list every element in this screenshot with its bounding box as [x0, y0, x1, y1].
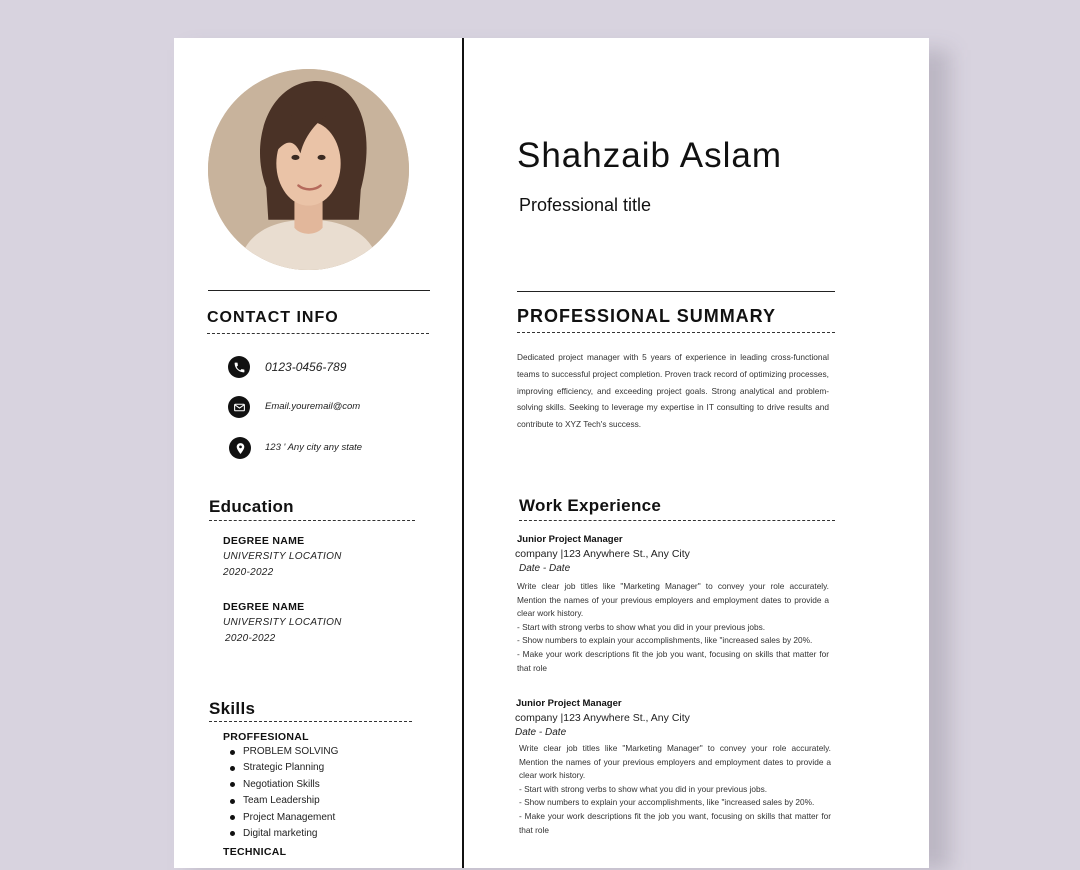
job-title-2: Junior Project Manager — [516, 698, 622, 709]
skills-technical-label: TECHNICAL — [223, 846, 287, 858]
job-description-line: - Show numbers to explain your accomplishments, like "increased sales by 20%. — [517, 635, 813, 646]
skill-item: Project Management — [230, 810, 338, 826]
education-heading-rule — [209, 520, 415, 521]
job-description-line: - Start with strong verbs to show what you did in your previous jobs. — [519, 783, 768, 794]
job-description-line: - Show numbers to explain your accomplishments, like "increased sales by 20%. — [519, 797, 815, 808]
contact-phone: 0123-0456-789 — [265, 360, 347, 374]
skill-item: Negotiation Skills — [230, 777, 338, 793]
profile-photo — [208, 69, 409, 270]
education-location-1: UNIVERSITY LOCATION — [223, 551, 342, 562]
contact-address: 123 ' Any city any state — [265, 442, 363, 453]
contact-heading: CONTACT INFO — [207, 309, 339, 326]
education-years-2: 2020-2022 — [225, 633, 276, 644]
professional-title: Professional title — [519, 195, 652, 215]
work-heading-rule — [519, 520, 835, 521]
skill-item: Team Leadership — [230, 793, 338, 809]
job-title-1: Junior Project Manager — [517, 534, 623, 545]
phone-icon — [228, 356, 250, 378]
job-description-line: - Make your work descriptions fit the job you want, focusing on skills that matter for that role — [517, 648, 829, 673]
contact-top-rule — [208, 290, 430, 291]
education-years-1: 2020-2022 — [223, 567, 274, 578]
contact-heading-rule — [207, 333, 429, 334]
skills-heading-rule — [209, 721, 412, 722]
skill-item: Strategic Planning — [230, 760, 338, 776]
portrait-photo-icon — [208, 69, 409, 270]
job-company-2: company |123 Anywhere St., Any City — [515, 712, 690, 724]
skill-item: Digital marketing — [230, 826, 338, 842]
summary-heading-rule — [517, 332, 835, 333]
job-description-line: Write clear job titles like "Marketing Manager" to convey your role accurately. Mention the names of your previous employers and employment dates to provide a clear work history. — [519, 743, 831, 781]
job-description-1 — [517, 580, 829, 675]
summary-heading: PROFESSIONAL SUMMARY — [517, 306, 777, 326]
job-dates-1: Date - Date — [519, 563, 571, 574]
job-description-2 — [519, 742, 831, 837]
summary-text: Dedicated project manager with 5 years of experience in leading cross-functional teams to successful project completion. Proven track record of optimizing processes, improving efficiency, and exceeding project goals. Strong analytical and problem-solving skills. Seeking to leverage my expertise in IT consulting to drive results and contribute to XYZ Tech's success. — [517, 352, 829, 430]
column-divider — [462, 38, 464, 868]
education-degree-1: DEGREE NAME — [223, 535, 305, 547]
skills-heading: Skills — [209, 699, 256, 718]
skills-professional-label: PROFFESIONAL — [223, 731, 309, 743]
work-heading: Work Experience — [519, 496, 662, 515]
contact-email: Email.youremail@com — [265, 401, 361, 412]
education-heading: Education — [209, 497, 294, 516]
envelope-icon — [228, 396, 250, 418]
job-description-line: - Make your work descriptions fit the job you want, focusing on skills that matter for that role — [519, 810, 831, 835]
education-degree-2: DEGREE NAME — [223, 601, 305, 613]
job-dates-2: Date - Date — [515, 727, 567, 738]
job-company-1: company |123 Anywhere St., Any City — [515, 548, 690, 560]
resume-sheet — [174, 38, 929, 868]
skill-item: PROBLEM SOLVING — [230, 744, 338, 760]
candidate-name: Shahzaib Aslam — [517, 136, 782, 175]
education-location-2: UNIVERSITY LOCATION — [223, 617, 342, 628]
location-pin-icon — [229, 437, 251, 459]
job-description-line: - Start with strong verbs to show what you did in your previous jobs. — [517, 621, 766, 632]
skills-professional-list — [230, 744, 338, 842]
summary-top-rule — [517, 291, 835, 292]
job-description-line: Write clear job titles like "Marketing Manager" to convey your role accurately. Mention the names of your previous employers and employment dates to provide a clear work history. — [517, 581, 829, 619]
